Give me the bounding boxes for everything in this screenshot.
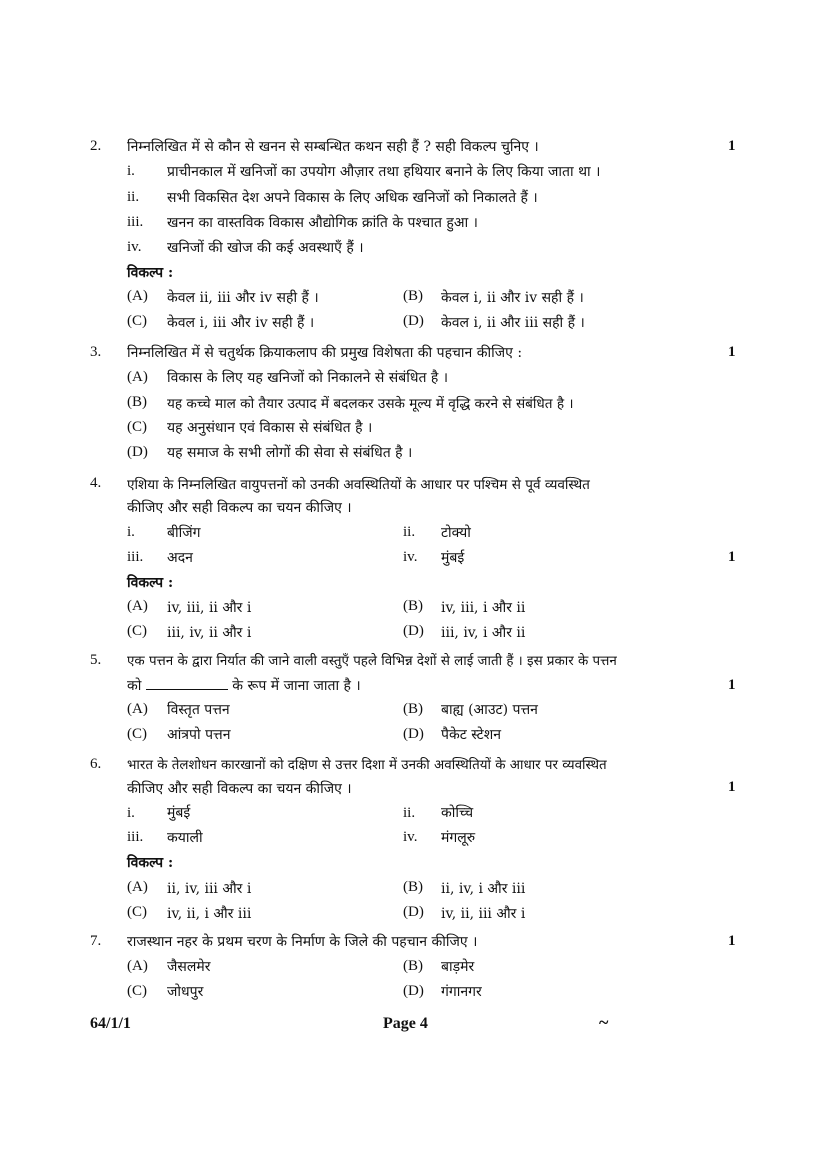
item-text: कयाली (167, 830, 203, 846)
option-text: iv, ii, iii और i (441, 906, 526, 922)
option-text: iv, iii, ii और i (167, 600, 252, 616)
option-text: बाह्य (आउट) पत्तन (441, 702, 538, 718)
option-letter: (D) (403, 904, 424, 920)
marks: 1 (728, 779, 736, 795)
option-text: iv, ii, i और iii (167, 906, 252, 922)
marks: 1 (728, 933, 736, 949)
stem-suffix: के रूप में जाना जाता है । (232, 678, 361, 694)
statement-text: खनन का वास्तविक विकास औद्योगिक क्रांति के पश्चात हुआ । (167, 215, 478, 231)
option-text: यह कच्चे माल को तैयार उत्पाद में बदलकर उसके मूल्य में वृद्धि करने से संबंधित है । (167, 396, 574, 412)
options-heading: विकल्प : (127, 265, 174, 281)
item-text: टोक्यो (441, 525, 471, 541)
option-text: केवल i, iii और iv सही हैं । (167, 315, 315, 331)
marks: 1 (728, 344, 736, 360)
option-text: केवल i, ii और iii सही हैं । (441, 315, 585, 331)
item-text: बीजिंग (167, 525, 201, 541)
marks: 1 (728, 677, 736, 693)
statement-text: सभी विकसित देश अपने विकास के लिए अधिक खनिजों को निकालते हैं । (167, 190, 538, 206)
option-text: iii, iv, ii और i (167, 625, 252, 641)
option-letter: (B) (403, 958, 423, 974)
option-letter: (D) (127, 444, 148, 460)
option-text: पैकेट स्टेशन (441, 727, 502, 743)
option-text: विकास के लिए यह खनिजों को निकालने से संबंधित है । (167, 370, 449, 386)
option-letter: (A) (127, 701, 148, 717)
question-stem: निम्नलिखित में से कौन से खनन से सम्बन्धित कथन सही हैं ? सही विकल्प चुनिए । (127, 139, 539, 155)
option-text: जोधपुर (167, 984, 204, 1000)
statement-numeral: i. (127, 163, 135, 179)
option-text: गंगानगर (441, 984, 482, 1000)
stem-prefix: को (127, 678, 142, 694)
option-letter: (A) (127, 288, 148, 304)
option-text: आंत्रपो पत्तन (167, 727, 231, 743)
option-text: केवल ii, iii और iv सही हैं । (167, 290, 319, 306)
option-text: ii, iv, i और iii (441, 881, 526, 897)
statement-text: खनिजों की खोज की कई अवस्थाएँ हैं । (167, 240, 364, 256)
item-numeral: i. (127, 805, 135, 821)
option-letter: (B) (127, 394, 147, 410)
item-numeral: ii. (403, 524, 416, 540)
option-text: iii, iv, i और ii (441, 625, 526, 641)
paper-code: 64/1/1 (90, 1015, 131, 1032)
item-numeral: i. (127, 524, 135, 540)
item-text: मंगलूरु (441, 830, 476, 846)
tilde-mark: ~ (599, 1012, 609, 1032)
option-text: जैसलमेर (167, 959, 211, 975)
option-text: केवल i, ii और iv सही हैं । (441, 290, 584, 306)
question-number: 7. (90, 933, 102, 949)
option-letter: (B) (403, 598, 423, 614)
options-heading: विकल्प : (127, 575, 174, 591)
question-number: 2. (90, 138, 102, 154)
option-letter: (C) (127, 313, 147, 329)
item-text: कोच्चि (441, 805, 474, 821)
option-text: यह अनुसंधान एवं विकास से संबंधित है । (167, 420, 373, 436)
fill-in-blank (146, 677, 228, 690)
question-number: 3. (90, 344, 102, 360)
question-number: 5. (90, 652, 102, 668)
marks: 1 (728, 549, 736, 565)
statement-numeral: iii. (127, 214, 144, 230)
item-numeral: iv. (403, 829, 418, 845)
option-letter: (B) (403, 701, 423, 717)
option-letter: (A) (127, 598, 148, 614)
question-number: 6. (90, 756, 102, 772)
option-letter: (B) (403, 288, 423, 304)
option-letter: (A) (127, 369, 148, 385)
item-text: मुंबई (167, 805, 191, 821)
item-numeral: iv. (403, 549, 418, 565)
option-letter: (D) (403, 983, 424, 999)
option-letter: (C) (127, 623, 147, 639)
option-letter: (D) (403, 726, 424, 742)
question-stem-line1: एक पत्तन के द्वारा निर्यात की जाने वाली वस्तुएँ पहले विभिन्न देशों से लाई जाती हैं । इस प्रकार के पत्तन (127, 654, 617, 669)
item-text: अदन (167, 550, 193, 566)
item-text: मुंबई (441, 550, 465, 566)
option-letter: (C) (127, 419, 147, 435)
option-letter: (D) (403, 623, 424, 639)
question-stem-line1: एशिया के निम्नलिखित वायुपत्तनों को उनकी अवस्थितियों के आधार पर पश्चिम से पूर्व व्यवस्थित (127, 477, 590, 493)
statement-numeral: iv. (127, 239, 142, 255)
statement-text: प्राचीनकाल में खनिजों का उपयोग औज़ार तथा हथियार बनाने के लिए किया जाता था । (167, 164, 601, 180)
statement-numeral: ii. (127, 189, 140, 205)
option-letter: (C) (127, 983, 147, 999)
item-numeral: iii. (127, 829, 144, 845)
item-numeral: iii. (127, 549, 144, 565)
question-stem-line2: कीजिए और सही विकल्प का चयन कीजिए । (127, 500, 352, 516)
option-text: बाड़मेर (441, 959, 475, 975)
question-stem-line1: भारत के तेलशोधन कारखानों को दक्षिण से उत्तर दिशा में उनकी अवस्थितियों के आधार पर व्यवस्थित (127, 758, 607, 773)
question-stem-line2: कीजिए और सही विकल्प का चयन कीजिए । (127, 781, 352, 797)
option-letter: (A) (127, 879, 148, 895)
options-heading: विकल्प : (127, 855, 174, 871)
question-stem: राजस्थान नहर के प्रथम चरण के निर्माण के जिले की पहचान कीजिए । (127, 934, 478, 950)
question-stem-line2 (127, 676, 361, 695)
option-letter: (A) (127, 958, 148, 974)
option-text: यह समाज के सभी लोगों की सेवा से संबंधित है । (167, 445, 413, 461)
marks: 1 (728, 138, 736, 154)
option-letter: (B) (403, 879, 423, 895)
option-text: विस्तृत पत्तन (167, 702, 230, 718)
option-text: ii, iv, iii और i (167, 881, 252, 897)
page-number: Page 4 (383, 1015, 428, 1032)
option-text: iv, iii, i और ii (441, 600, 526, 616)
option-letter: (D) (403, 313, 424, 329)
option-letter: (C) (127, 726, 147, 742)
question-number: 4. (90, 475, 102, 491)
option-letter: (C) (127, 904, 147, 920)
question-stem: निम्नलिखित में से चतुर्थक क्रियाकलाप की प्रमुख विशेषता की पहचान कीजिए : (127, 345, 523, 361)
item-numeral: ii. (403, 805, 416, 821)
